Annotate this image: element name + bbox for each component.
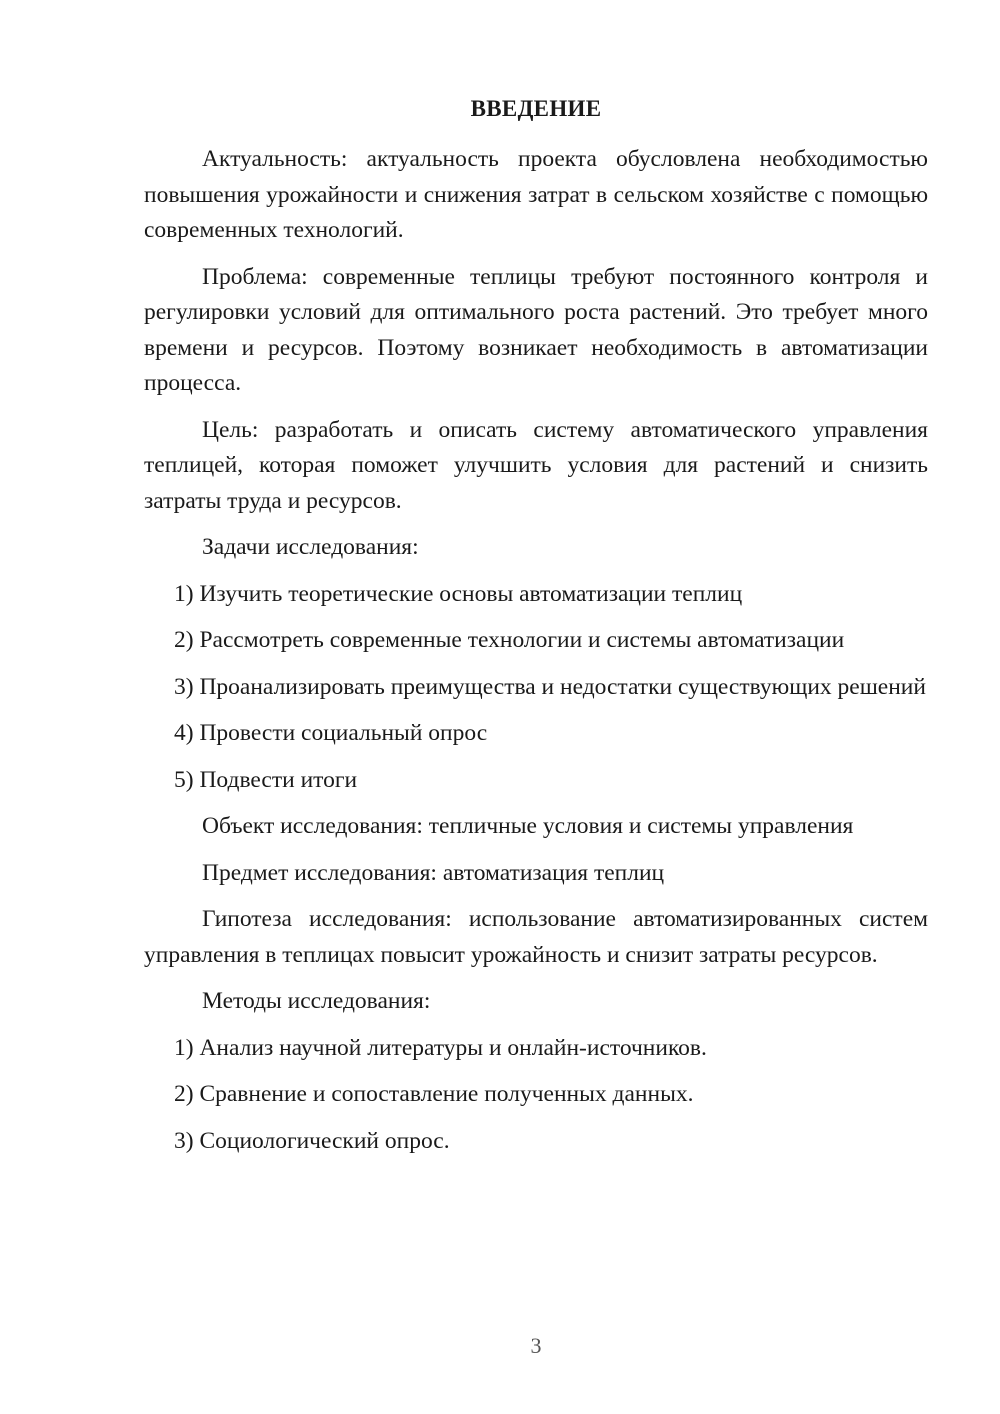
task-item-3: 3) Проанализировать преимущества и недостатки существующих решений (174, 673, 926, 700)
paragraph-subject: Предмет исследования: автоматизация теплиц (202, 859, 665, 886)
method-item-1: 1) Анализ научной литературы и онлайн-источников. (174, 1034, 707, 1061)
task-item-4: 4) Провести социальный опрос (174, 720, 488, 746)
paragraph-problem: Проблема: современные теплицы требуют постоянного контроля и регулировки условий для оптимального роста растений. Это требует много времени и ресурсов. Поэтому возникает необходимость в автоматизации процесса. (144, 263, 928, 396)
method-item-3: 3) Социологический опрос. (174, 1127, 450, 1154)
paragraph-relevance: Актуальность: актуальность проекта обусловлена необходимостью повышения урожайности и снижения затрат в сельском хозяйстве с помощью современных технологий. (144, 146, 928, 243)
task-item-5: 5) Подвести итоги (174, 766, 358, 793)
page-title: ВВЕДЕНИЕ (470, 96, 602, 121)
paragraph-goal: Цель: разработать и описать систему автоматического управления теплицей, которая поможет улучшить условия для растений и снизить затраты труда и ресурсов. (144, 416, 928, 514)
task-item-1: 1) Изучить теоретические основы автоматизации теплиц (174, 580, 743, 607)
document-body (144, 142, 928, 1170)
tasks-heading: Задачи исследования: (202, 534, 419, 560)
page-number: 3 (530, 1333, 542, 1358)
paragraph-object: Объект исследования: тепличные условия и системы управления (202, 813, 854, 839)
task-item-2: 2) Рассмотреть современные технологии и системы автоматизации (174, 627, 845, 653)
method-item-2: 2) Сравнение и сопоставление полученных данных. (174, 1081, 694, 1107)
methods-heading: Методы исследования: (202, 988, 431, 1014)
paragraph-hypothesis: Гипотеза исследования: использование автоматизированных систем управления в теплицах повысит урожайность и снизит затраты ресурсов. (144, 906, 928, 968)
